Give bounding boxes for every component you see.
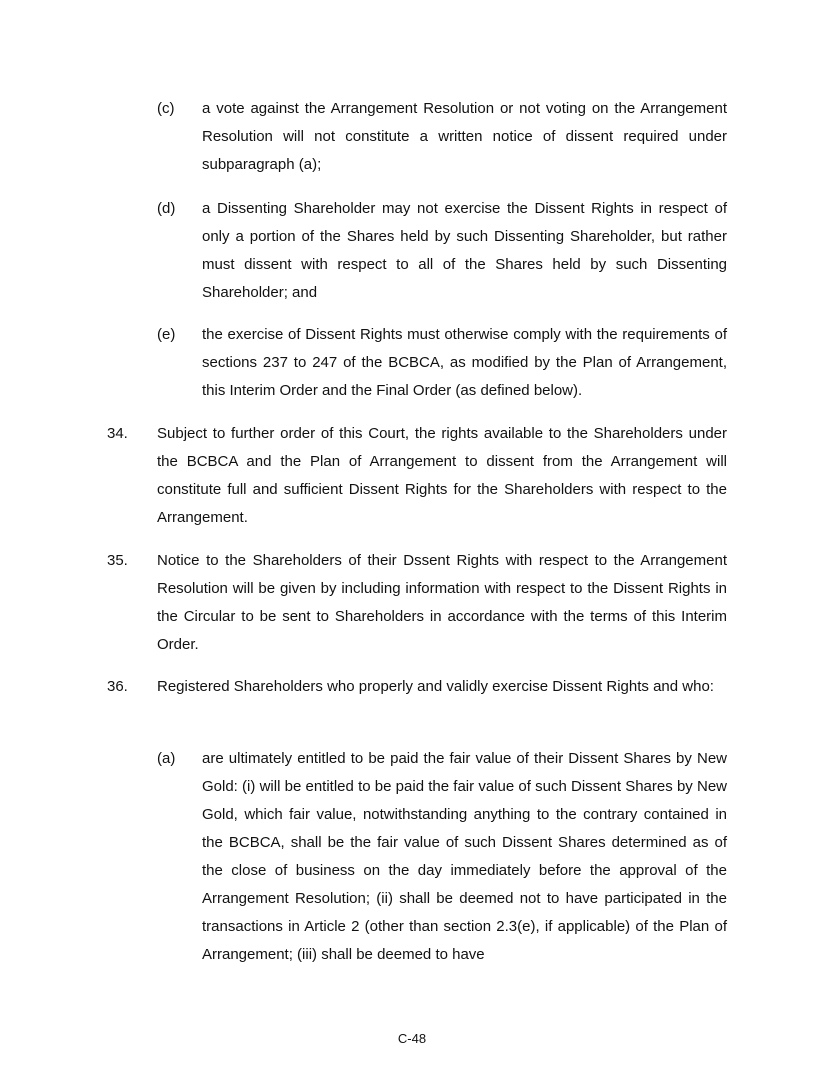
paragraph-text: Registered Shareholders who properly and validly exercise Dissent Rights and who:: [157, 678, 714, 695]
paragraph-number: 35.: [107, 552, 128, 569]
list-item-a: [157, 745, 727, 969]
item-text: are ultimately entitled to be paid the fair value of their Dissent Shares by New Gold: (i) will be entitled to be paid the fair value of such Dissent Shares by New Gold, which fair value, notwithstanding anything to the contrary contained in the BCBCA, shall be the fair value of such Dissent Shares determined as of the close of business on the day immediately before the approval of the Arrangement Resolution; (ii) shall be deemed not to have participated in the transactions in Article 2 (other than section 2.3(e), if applicable) of the Plan of Arrangement; (iii) shall be deemed to have: [202, 750, 727, 963]
item-text: a vote against the Arrangement Resolution or not voting on the Arrangement Resolution will not constitute a written notice of dissent required under subparagraph (a);: [202, 100, 727, 173]
paragraph-number: 36.: [107, 678, 128, 695]
item-text: the exercise of Dissent Rights must otherwise comply with the requirements of sections 237 to 247 of the BCBCA, as modified by the Plan of Arrangement, this Interim Order and the Final Order (as defined below).: [202, 326, 727, 399]
paragraph-number: 34.: [107, 425, 128, 442]
paragraph-text: Subject to further order of this Court, the rights available to the Shareholders under the BCBCA and the Plan of Arrangement to dissent from the Arrangement will constitute full and sufficient Dissent Rights for the Shareholders with respect to the Arrangement.: [157, 425, 727, 526]
list-item-e: [157, 321, 727, 405]
item-marker: (c): [157, 100, 175, 117]
paragraph-text: Notice to the Shareholders of their Dssent Rights with respect to the Arrangement Resolution will be given by including information with respect to the Dissent Rights in the Circular to be sent to Shareholders in accordance with the terms of this Interim Order.: [157, 552, 727, 653]
item-marker: (e): [157, 326, 176, 343]
list-item-d: [157, 195, 727, 307]
list-item-c: [157, 95, 727, 179]
item-text: a Dissenting Shareholder may not exercise the Dissent Rights in respect of only a portion of the Shares held by such Dissenting Shareholder, but rather must dissent with respect to all of the Shares held by such Dissenting Shareholder; and: [202, 200, 727, 301]
paragraph-34: [107, 420, 727, 532]
item-marker: (d): [157, 200, 176, 217]
item-marker: (a): [157, 750, 176, 767]
paragraph-35: [107, 547, 727, 659]
page-number: C-48: [397, 1031, 427, 1046]
paragraph-36: [107, 673, 727, 701]
